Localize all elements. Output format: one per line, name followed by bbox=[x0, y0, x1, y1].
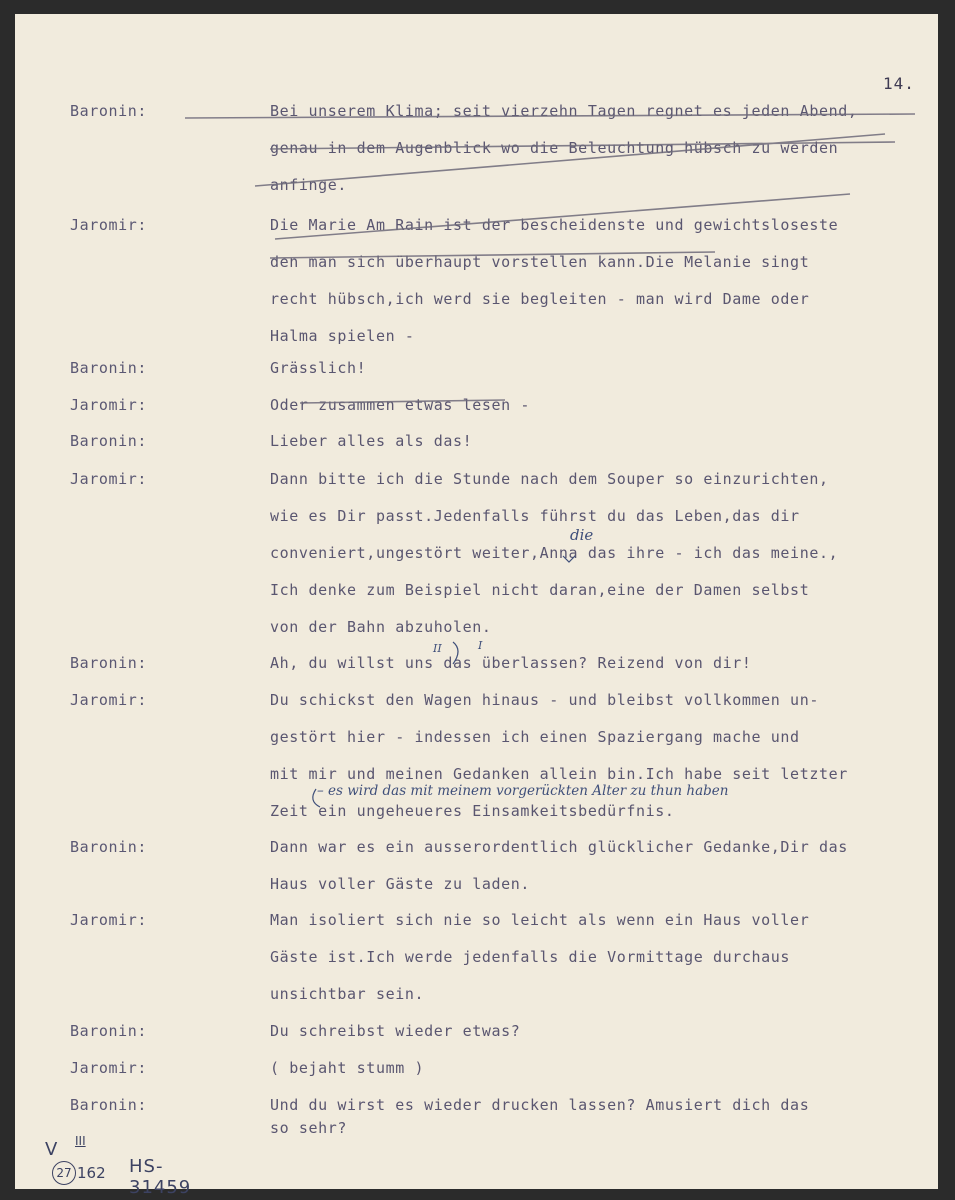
speaker-label: Baronin: bbox=[70, 432, 148, 450]
dialogue-line: wie es Dir passt.Jedenfalls führst du das Leben,das dir bbox=[270, 507, 800, 525]
speaker-label: Baronin: bbox=[70, 359, 148, 377]
strike-line bbox=[275, 194, 850, 239]
dialogue-line: Ich denke zum Beispiel nicht daran,eine der Damen selbst bbox=[270, 581, 810, 599]
dialogue-line: Man isoliert sich nie so leicht als wenn ein Haus voller bbox=[270, 911, 810, 929]
handwritten-roman-1: I bbox=[478, 639, 483, 652]
strike-lines bbox=[15, 14, 938, 1189]
dialogue-line: Ah, du willst uns das überlassen? Reizend von dir! bbox=[270, 654, 752, 672]
dialogue-line: mit mir und meinen Gedanken allein bin.Ich habe seit letzter bbox=[270, 765, 848, 783]
dialogue-line: Halma spielen - bbox=[270, 327, 415, 345]
archive-folio: 162 bbox=[77, 1164, 106, 1182]
archive-v-mark: V bbox=[45, 1139, 58, 1160]
dialogue-line: Haus voller Gäste zu laden. bbox=[270, 875, 531, 893]
speaker-label: Jaromir: bbox=[70, 911, 148, 929]
handwritten-insertion: – es wird das mit meinem vorgerückten Alter zu thun haben bbox=[317, 783, 729, 799]
strike-line bbox=[270, 252, 715, 258]
dialogue-line: anfinge. bbox=[270, 176, 348, 194]
dialogue-line: gestört hier - indessen ich einen Spaziergang mache und bbox=[270, 728, 800, 746]
dialogue-line: Zeit ein ungeheueres Einsamkeitsbedürfnis. bbox=[270, 802, 675, 820]
speaker-label: Jaromir: bbox=[70, 470, 148, 488]
dialogue-line: Bei unserem Klima; seit vierzehn Tagen regnet es jeden Abend, bbox=[270, 102, 858, 120]
dialogue-line: Und du wirst es wieder drucken lassen? Amusiert dich das bbox=[270, 1096, 810, 1114]
dialogue-line: Oder zusammen etwas lesen - bbox=[270, 396, 531, 414]
archive-signature: HS-31459 bbox=[129, 1156, 192, 1198]
speaker-label: Jaromir: bbox=[70, 216, 148, 234]
strike-line bbox=[255, 134, 885, 186]
dialogue-line: Du schickst den Wagen hinaus - und bleibst vollkommen un- bbox=[270, 691, 819, 709]
handwritten-die: die bbox=[570, 526, 594, 544]
dialogue-line: unsichtbar sein. bbox=[270, 985, 425, 1003]
page-number: 14. bbox=[883, 74, 915, 93]
dialogue-line: von der Bahn abzuholen. bbox=[270, 618, 492, 636]
dialogue-line: Die Marie Am Rain ist der bescheidenste und gewichtsloseste bbox=[270, 216, 839, 234]
handwritten-roman-2: II bbox=[433, 642, 442, 655]
strike-line bbox=[300, 400, 505, 403]
speaker-label: Baronin: bbox=[70, 1022, 148, 1040]
archive-circled-number: 27 bbox=[52, 1161, 76, 1185]
speaker-label: Jaromir: bbox=[70, 691, 148, 709]
dialogue-line: Du schreibst wieder etwas? bbox=[270, 1022, 521, 1040]
dialogue-line: ( bejaht stumm ) bbox=[270, 1059, 425, 1077]
speaker-label: Baronin: bbox=[70, 654, 148, 672]
manuscript-page bbox=[15, 14, 938, 1198]
dialogue-line: Dann bitte ich die Stunde nach dem Souper so einzurichten, bbox=[270, 470, 829, 488]
speaker-label: Baronin: bbox=[70, 102, 148, 120]
caret-mark bbox=[563, 556, 575, 562]
archive-roman-3: III bbox=[75, 1134, 86, 1148]
strike-line bbox=[270, 142, 895, 149]
dialogue-line: Lieber alles als das! bbox=[270, 432, 473, 450]
dialogue-line: so sehr? bbox=[270, 1119, 348, 1137]
dialogue-line: Dann war es ein ausserordentlich glücklicher Gedanke,Dir das bbox=[270, 838, 848, 856]
dialogue-line: Gäste ist.Ich werde jedenfalls die Vormittage durchaus bbox=[270, 948, 791, 966]
speaker-label: Baronin: bbox=[70, 838, 148, 856]
swap-mark bbox=[453, 642, 458, 664]
speaker-label: Baronin: bbox=[70, 1096, 148, 1114]
dialogue-line: conveniert,ungestört weiter,Anna das ihre - ich das meine., bbox=[270, 544, 839, 562]
speaker-label: Jaromir: bbox=[70, 396, 148, 414]
strike-line bbox=[185, 114, 915, 118]
dialogue-line: genau in dem Augenblick wo die Beleuchtung hübsch zu werden bbox=[270, 139, 839, 157]
speaker-label: Jaromir: bbox=[70, 1059, 148, 1077]
dialogue-line: Grässlich! bbox=[270, 359, 367, 377]
dialogue-line: den man sich überhaupt vorstellen kann.Die Melanie singt bbox=[270, 253, 810, 271]
dialogue-line: recht hübsch,ich werd sie begleiten - man wird Dame oder bbox=[270, 290, 810, 308]
